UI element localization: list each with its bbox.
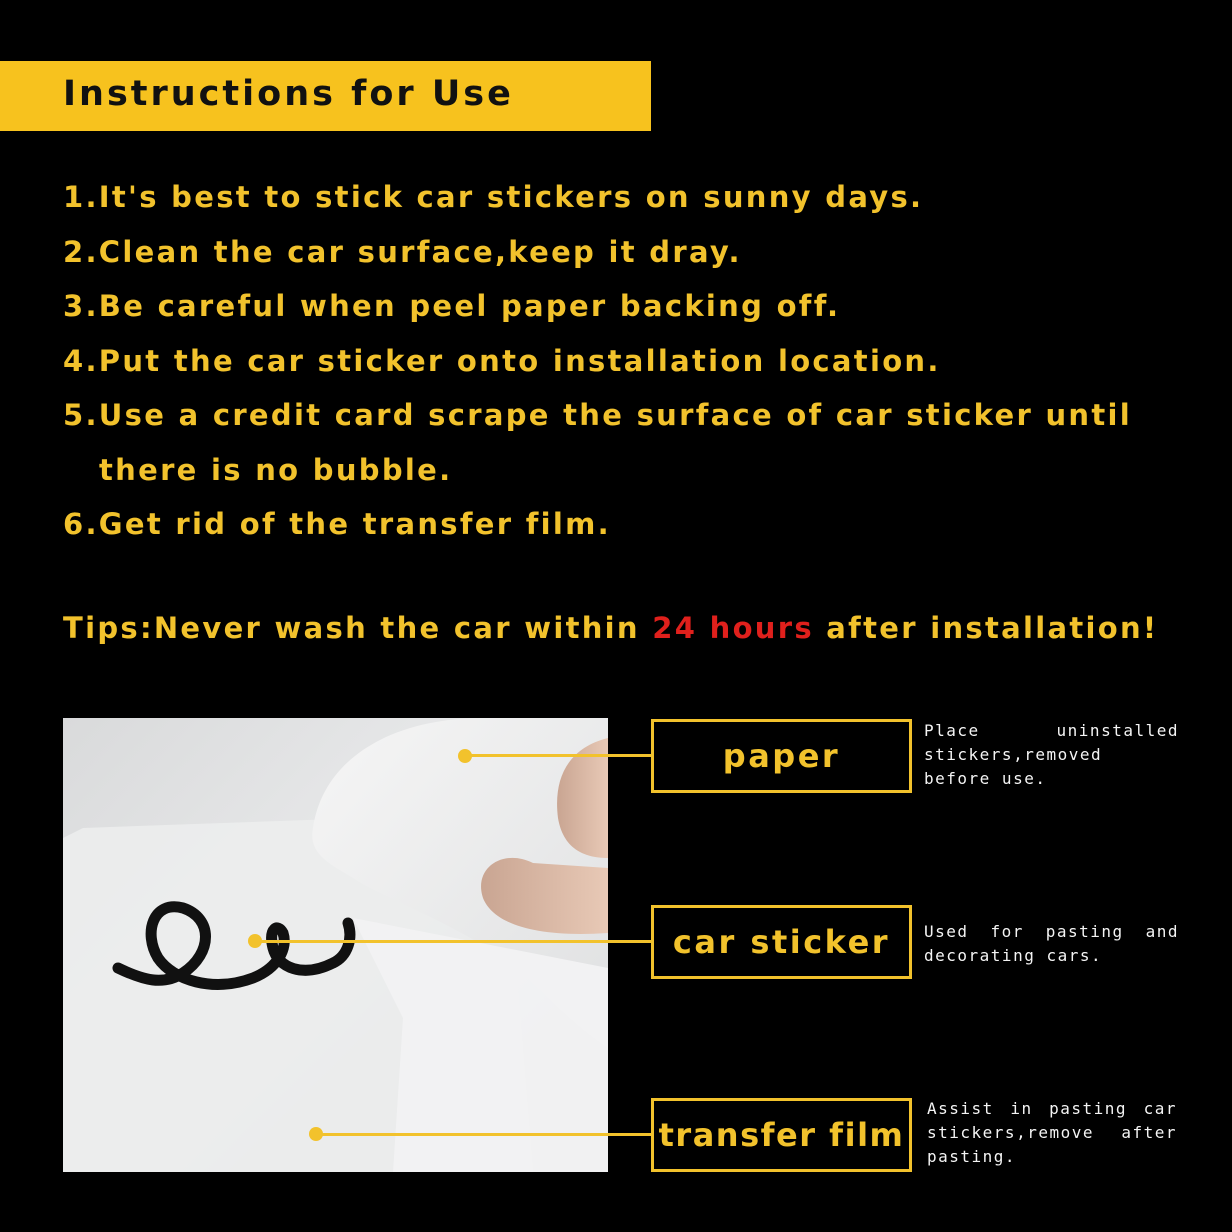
sticker-photo	[63, 718, 608, 1172]
sticker-illustration	[63, 718, 608, 1172]
page-title: Instructions for Use	[63, 74, 514, 114]
instruction-step-continued: there is no bubble.	[99, 452, 453, 487]
transfer-film-label: transfer film	[651, 1098, 912, 1172]
instruction-step: 6.Get rid of the transfer film.	[63, 507, 611, 541]
instruction-step: 1.It's best to stick car stickers on sunny days.	[63, 180, 924, 214]
instruction-step: 2.Clean the car surface,keep it dray.	[63, 234, 742, 269]
paper-label: paper	[651, 719, 912, 793]
car-sticker-leader-line	[255, 940, 652, 943]
tips-prefix: Tips:Never wash the car within	[63, 611, 653, 645]
tips-suffix: after installation!	[813, 611, 1159, 645]
paper-description: Place uninstalled stickers,removed before use.	[924, 721, 1179, 788]
transfer-film-description: Assist in pasting car stickers,remove after pasting.	[927, 1099, 1177, 1166]
instruction-step: 5.Use a credit card scrape the surface of car sticker until	[63, 398, 1132, 432]
instruction-list	[63, 170, 1183, 552]
car-sticker-label: car sticker	[651, 905, 912, 979]
instruction-step: 4.Put the car sticker onto installation location.	[63, 343, 941, 378]
instruction-step: 3.Be careful when peel paper backing off.	[63, 289, 841, 323]
paper-leader-line	[465, 754, 652, 757]
transfer-film-leader-line	[316, 1133, 652, 1136]
car-sticker-description: Used for pasting and decorating cars.	[924, 922, 1179, 965]
tips-line	[63, 606, 1158, 650]
tips-highlight: 24 hours	[652, 611, 814, 645]
